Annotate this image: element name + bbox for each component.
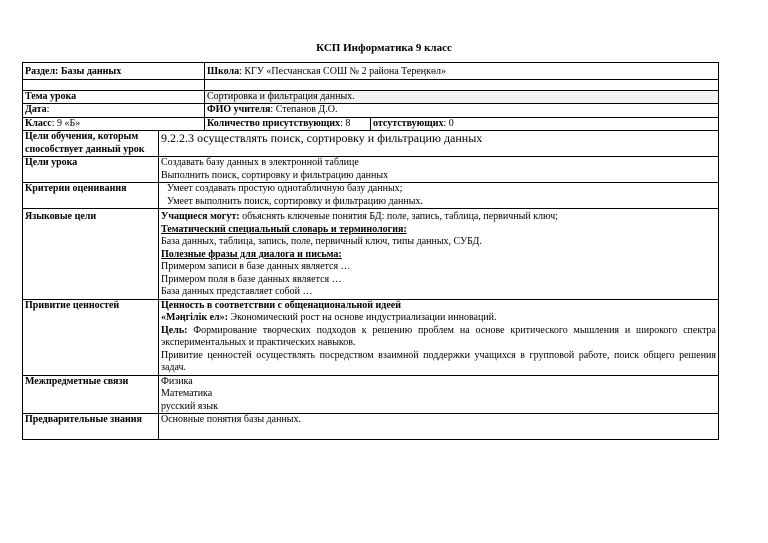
interdisciplinary-value	[159, 375, 719, 414]
mangilik-label: «Мәңгілік ел»:	[161, 312, 228, 323]
criteria-line: Умеет выполнить поиск, сортировку и фильтрацию данных.	[167, 195, 423, 207]
values-goal-text: Формирование творческих подходов к решению проблем на основе критического мышления и широкого спектра экспериментальных и практических навыков.	[161, 324, 716, 348]
phrases-heading: Полезные фразы для диалога и письма:	[161, 248, 342, 260]
phrase-line: Примером записи в базе данных является …	[161, 261, 351, 272]
students-can-text: объяснять ключевые понятия БД: поле, запись, таблица, первичный ключ;	[239, 211, 558, 222]
subject-line: русский язык	[161, 400, 218, 412]
section-cell: Раздел: Базы данных	[23, 63, 205, 80]
date-row	[23, 104, 719, 118]
criteria-row	[23, 183, 719, 209]
subject-line: Физика	[161, 375, 193, 387]
prior-value: Основные понятия базы данных.	[159, 414, 719, 440]
date-cell	[23, 104, 205, 118]
date-suffix: :	[46, 104, 50, 115]
language-value	[159, 209, 719, 300]
prior-row	[23, 414, 719, 440]
date-label: Дата	[25, 104, 47, 115]
vocab-heading: Тематический специальный словарь и терминология:	[161, 223, 407, 235]
mangilik-text: Экономический рост на основе индустриализации инноваций.	[228, 312, 497, 323]
values-value	[159, 299, 719, 375]
absent-cell	[371, 117, 719, 131]
goals-label: Цели урока	[23, 157, 159, 183]
students-can-label: Учащиеся могут:	[161, 211, 240, 222]
teacher-value: : Степанов Д.О.	[270, 104, 338, 115]
present-cell	[205, 117, 371, 131]
goal-line: Создавать базу данных в электронной таблице	[161, 157, 359, 168]
objectives-row	[23, 131, 719, 157]
spacer-left	[23, 79, 205, 90]
school-cell	[205, 63, 719, 80]
language-row	[23, 209, 719, 300]
document-title: КСП Информатика 9 класс	[316, 42, 452, 54]
values-label: Привитие ценностей	[23, 299, 159, 375]
teacher-label: ФИО учителя	[207, 104, 271, 115]
goals-value	[159, 157, 719, 183]
goal-line: Выполнить поиск, сортировку и фильтрацию данных	[161, 169, 389, 181]
class-value: : 9 «Б»	[51, 117, 81, 129]
present-value: : 8	[340, 117, 351, 129]
school-value: : КГУ «Песчанская СОШ № 2 района Тереңкөл»	[239, 66, 446, 77]
teacher-cell	[205, 104, 719, 118]
absent-label: отсутствующих	[373, 117, 444, 129]
phrase-line: База данных представляет собой …	[161, 286, 313, 297]
lesson-plan-table	[22, 62, 719, 440]
objectives-label: Цели обучения, которым способствует данный урок	[23, 131, 159, 157]
prior-label: Предварительные знания	[23, 414, 159, 440]
topic-value: Сортировка и фильтрация данных.	[205, 90, 719, 104]
subject-line: Математика	[161, 388, 213, 399]
school-label: Школа	[207, 66, 240, 77]
values-extra: Привитие ценностей осуществлять посредством взаимной поддержки учащихся в групповой работе, поиск общего решения задач.	[161, 349, 716, 373]
topic-label: Тема урока	[23, 90, 205, 104]
goals-row	[23, 157, 719, 183]
criteria-value	[159, 183, 719, 209]
section-row	[23, 63, 719, 80]
class-row	[23, 117, 719, 131]
vocab-text: База данных, таблица, запись, поле, первичный ключ, типы данных, СУБД.	[161, 236, 482, 247]
language-label: Языковые цели	[23, 209, 159, 300]
topic-row	[23, 90, 719, 104]
values-goal-label: Цель:	[161, 324, 188, 336]
values-goal-line	[161, 325, 716, 350]
values-row	[23, 299, 719, 375]
criteria-label: Критерии оценивания	[23, 183, 159, 209]
class-cell	[23, 117, 205, 131]
objectives-value: 9.2.2.3 осуществлять поиск, сортировку и фильтрацию данных	[159, 131, 719, 157]
criteria-line: Умеет создавать простую однотабличную базу данных;	[167, 183, 403, 194]
absent-value: : 0	[443, 117, 454, 129]
spacer-right	[205, 79, 719, 90]
students-can-line	[161, 211, 716, 224]
mangilik-line	[161, 312, 716, 325]
spacer-row	[23, 79, 719, 90]
present-label: Количество присутствующих	[207, 117, 341, 129]
phrase-line: Примером поля в базе данных является …	[161, 273, 342, 285]
values-heading: Ценность в соответствии с общенациональной идеей	[161, 299, 401, 311]
interdisciplinary-row	[23, 375, 719, 414]
interdisciplinary-label: Межпредметные связи	[23, 375, 159, 414]
class-label: Класс	[25, 117, 52, 129]
